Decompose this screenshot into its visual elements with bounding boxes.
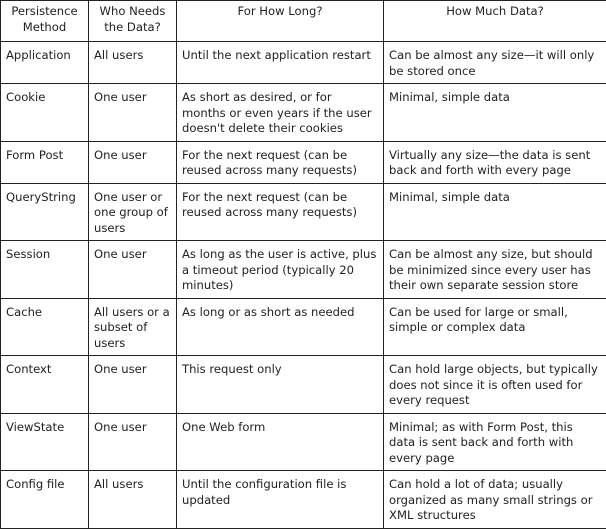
cell-how-long: As long or as short as needed [177, 298, 384, 356]
header-for-how-long: For How Long? [177, 1, 384, 42]
cell-method: Application [1, 42, 89, 84]
cell-who: One user [89, 356, 177, 414]
cell-who: One user [89, 141, 177, 183]
cell-method: Config file [1, 471, 89, 529]
header-how-much-data: How Much Data? [384, 1, 606, 42]
table-row-form-post [1, 141, 606, 183]
cell-who: All users [89, 471, 177, 529]
cell-who: One user [89, 241, 177, 299]
cell-how-long: For the next request (can be reused across many requests) [177, 183, 384, 241]
cell-how-long: Until the configuration file is updated [177, 471, 384, 529]
cell-how-much: Can be used for large or small, simple or complex data [384, 298, 606, 356]
table-row-config-file [1, 471, 606, 529]
cell-who: All users or a subset of users [89, 298, 177, 356]
cell-who: One user or one group of users [89, 183, 177, 241]
table-row-session [1, 241, 606, 299]
cell-how-long: For the next request (can be reused across many requests) [177, 141, 384, 183]
cell-how-much: Virtually any size—the data is sent back and forth with every page [384, 141, 606, 183]
cell-how-much: Minimal; as with Form Post, this data is sent back and forth with every page [384, 413, 606, 471]
table-row-viewstate [1, 413, 606, 471]
cell-method: Cookie [1, 84, 89, 142]
cell-method: ViewState [1, 413, 89, 471]
cell-method: QueryString [1, 183, 89, 241]
cell-how-much: Minimal, simple data [384, 84, 606, 142]
table-row-querystring [1, 183, 606, 241]
cell-how-much: Can be almost any size—it will only be stored once [384, 42, 606, 84]
header-row [1, 1, 606, 42]
cell-method: Cache [1, 298, 89, 356]
cell-how-much: Can hold large objects, but typically does not since it is often used for every request [384, 356, 606, 414]
cell-method: Form Post [1, 141, 89, 183]
cell-method: Session [1, 241, 89, 299]
header-who-needs-data: Who Needs the Data? [89, 1, 177, 42]
cell-how-much: Can be almost any size, but should be minimized since every user has their own separate session store [384, 241, 606, 299]
table-row-cache [1, 298, 606, 356]
table-row-context [1, 356, 606, 414]
cell-how-long: One Web form [177, 413, 384, 471]
cell-who: One user [89, 84, 177, 142]
cell-how-long: As short as desired, or for months or even years if the user doesn't delete their cookies [177, 84, 384, 142]
cell-how-much: Minimal, simple data [384, 183, 606, 241]
header-persistence-method: Persistence Method [1, 1, 89, 42]
table-row-application [1, 42, 606, 84]
cell-who: All users [89, 42, 177, 84]
cell-how-much: Can hold a lot of data; usually organized as many small strings or XML structures [384, 471, 606, 529]
table-row-cookie [1, 84, 606, 142]
cell-who: One user [89, 413, 177, 471]
cell-how-long: This request only [177, 356, 384, 414]
cell-how-long: Until the next application restart [177, 42, 384, 84]
cell-how-long: As long as the user is active, plus a timeout period (typically 20 minutes) [177, 241, 384, 299]
cell-method: Context [1, 356, 89, 414]
